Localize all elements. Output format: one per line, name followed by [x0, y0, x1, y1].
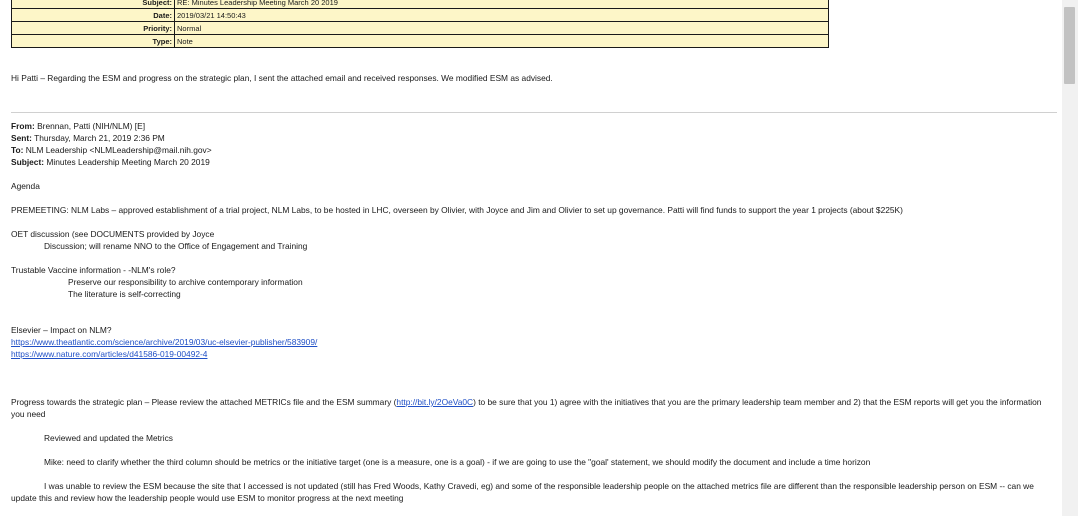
- header-label: Subject:: [12, 0, 175, 9]
- scrollbar-thumb[interactable]: [1064, 7, 1075, 84]
- progress-text-a: Progress towards the strategic plan – Please review the attached METRICs file and the ESM summary (: [11, 397, 397, 407]
- elsevier-text: Elsevier – Impact on NLM?: [11, 325, 112, 335]
- sent-label: Sent:: [11, 133, 32, 143]
- vaccine-point-2: The literature is self-correcting: [68, 289, 181, 299]
- from-value: Brennan, Patti (NIH/NLM) [E]: [37, 121, 146, 131]
- vaccine-point-1: Preserve our responsibility to archive contemporary information: [68, 277, 303, 287]
- forwarded-header: [11, 120, 1057, 168]
- from-label: From:: [11, 121, 35, 131]
- header-row-date: [12, 9, 829, 22]
- header-value: 2019/03/21 14:50:43: [175, 9, 829, 22]
- vaccine-text: Trustable Vaccine information - -NLM's role?: [11, 265, 176, 275]
- vertical-scrollbar[interactable]: [1062, 0, 1078, 516]
- to-value: NLM Leadership <NLMLeadership@mail.nih.gov>: [25, 145, 212, 155]
- greeting-text: Hi Patti – Regarding the ESM and progress on the strategic plan, I sent the attached email and received responses. We modified ESM as advised.: [11, 73, 553, 83]
- header-value: Note: [175, 35, 829, 48]
- header-row-subject: [12, 0, 829, 9]
- mike-text: Mike: need to clarify whether the third column should be metrics or the initiative target (one is a measure, one is a goal) - if we are going to use the "goal' statement, we should modify the document and include a time horizon: [44, 457, 871, 467]
- header-label: Date:: [12, 9, 175, 22]
- sent-line: [11, 132, 1057, 144]
- atlantic-link[interactable]: https://www.theatlantic.com/science/archive/2019/03/uc-elsevier-publisher/583909/: [11, 337, 318, 347]
- agenda-heading: Agenda: [11, 181, 40, 191]
- esm-review-text: I was unable to review the ESM because the site that I accessed is not updated (still has Fred Woods, Kathy Cravedi, eg) and some of the responsible leadership people on the attached metrics file are different than the responsible leadership person on ESM -- can we update this and review how the leadership people would use ESM to monitor progress at the next meeting: [11, 481, 1034, 503]
- subject-label: Subject:: [11, 157, 45, 167]
- progress-text-b: ) to be sure that you 1) agree with the initiatives that you are the primary leadership team member and 2) that the ESM reports will get you the information you need: [11, 397, 1042, 419]
- premeeting-text: PREMEETING: NLM Labs – approved establishment of a trial project, NLM Labs, to be hosted in LHC, overseen by Olivier, with Joyce and Jim and Olivier to set up governance. Patti will find funds to support the year 1 projects (about $225K): [11, 205, 903, 215]
- nature-link[interactable]: https://www.nature.com/articles/d41586-019-00492-4: [11, 349, 208, 359]
- sent-value: Thursday, March 21, 2019 2:36 PM: [34, 133, 165, 143]
- to-line: [11, 144, 1057, 156]
- esm-summary-link[interactable]: http://bit.ly/2OeVa0C: [396, 397, 474, 407]
- header-label: Priority:: [12, 22, 175, 35]
- header-label: Type:: [12, 35, 175, 48]
- reviewed-text: Reviewed and updated the Metrics: [44, 433, 173, 443]
- oet-text: OET discussion (see DOCUMENTS provided by Joyce: [11, 229, 215, 239]
- link-line-1: [11, 336, 1057, 348]
- from-line: [11, 120, 1057, 132]
- header-value: RE: Minutes Leadership Meeting March 20 2019: [175, 0, 829, 9]
- subject-value: Minutes Leadership Meeting March 20 2019: [46, 157, 210, 167]
- message-body: [11, 72, 1057, 504]
- oet-discussion-text: Discussion; will rename NNO to the Office of Engagement and Training: [44, 241, 308, 251]
- message-header-table: [11, 0, 829, 48]
- subject-line: [11, 156, 1057, 168]
- header-value: Normal: [175, 22, 829, 35]
- separator: [11, 112, 1057, 113]
- header-row-type: [12, 35, 829, 48]
- header-row-priority: [12, 22, 829, 35]
- to-label: To:: [11, 145, 24, 155]
- progress-text: [11, 396, 1057, 420]
- link-line-2: [11, 348, 1057, 360]
